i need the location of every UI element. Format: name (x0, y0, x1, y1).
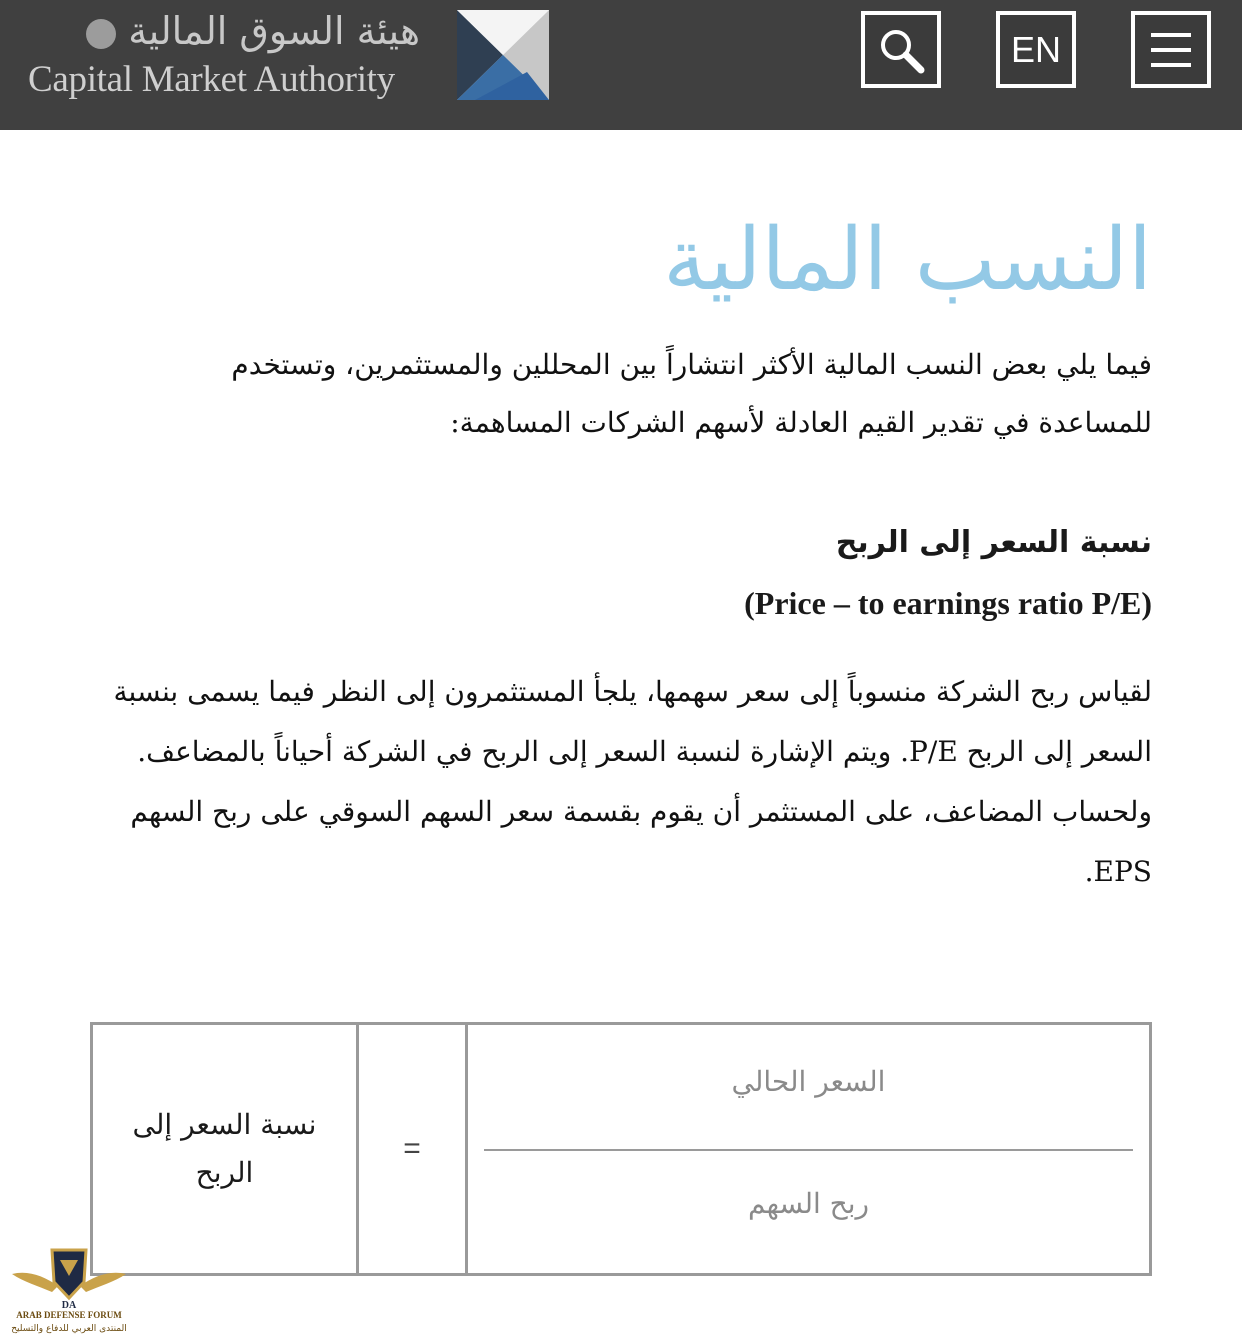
fraction-denominator: ربح السهم (747, 1187, 870, 1220)
top-header (0, 0, 1242, 130)
search-button[interactable] (861, 11, 941, 88)
page-title: النسب المالية (663, 210, 1152, 310)
equals-sign: = (403, 1132, 421, 1165)
intro-paragraph: فيما يلي بعض النسب المالية الأكثر انتشاراً بين المحللين والمستثمرين، وتستخدم للمساعدة في تقدير القيم العادلة لأسهم الشركات المساهمة: (231, 348, 1152, 439)
body-paragraph: لقياس ربح الشركة منسوباً إلى سعر سهمها، يلجأ المستثمرون إلى النظر فيما يسمى بنسبة السعر إلى الربح P/E. ويتم الإشارة لنسبة السعر إلى الربح في الشركة أحياناً بالمضاعف. ولحساب المضاعف، على المستثمر أن يقوم بقسمة سعر السهم السوقي على ربح السهم EPS. (113, 675, 1152, 888)
language-button[interactable]: EN (996, 11, 1076, 88)
cma-logo-icon[interactable] (457, 10, 549, 100)
section-title-english: (Price – to earnings ratio P/E) (744, 585, 1152, 621)
watermark-logo (8, 1246, 130, 1340)
logo-english-text[interactable]: Capital Market Authority (28, 59, 395, 100)
seal-icon (86, 19, 116, 49)
section-title-arabic: نسبة السعر إلى الربح (835, 525, 1152, 560)
formula-equals-cell (359, 1025, 468, 1273)
watermark-name-en: ARAB DEFENSE FORUM (16, 1310, 122, 1320)
formula-fraction-cell (468, 1025, 1149, 1273)
menu-button[interactable] (1131, 11, 1211, 88)
fraction-line (484, 1149, 1133, 1151)
fraction-numerator: السعر الحالي (731, 1065, 886, 1098)
formula-table (90, 1022, 1152, 1276)
search-icon (875, 24, 927, 76)
logo-arabic-text[interactable] (30, 6, 420, 56)
watermark-name-ar: المنتدى العربي للدفاع والتسليح (11, 1324, 127, 1334)
watermark-abbr: DA (61, 1300, 77, 1310)
menu-icon (1149, 30, 1193, 70)
eagle-shield-icon (8, 1246, 130, 1310)
formula-label-cell (93, 1025, 359, 1273)
logo-arabic-label: هيئة السوق المالية (128, 9, 420, 53)
formula-label: نسبة السعر إلى الربح (132, 1108, 317, 1189)
